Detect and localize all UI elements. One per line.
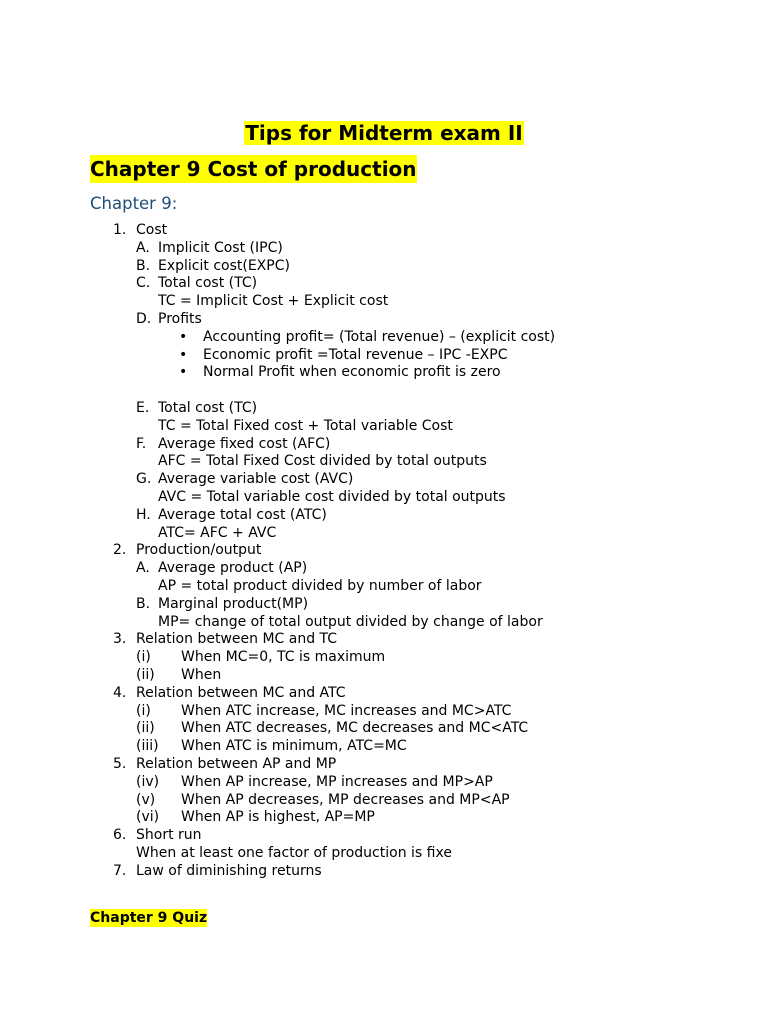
- document-title: [0, 119, 768, 147]
- outline-item-text: AP = total product divided by number of labor: [158, 578, 482, 594]
- chapter-heading: Chapter 9 Cost of production: [90, 157, 417, 181]
- outline-item-text: ATC= AFC + AVC: [158, 524, 277, 541]
- list-marker: (vi): [136, 809, 160, 826]
- list-marker: B.: [136, 257, 151, 274]
- outline-item-text: When ATC increase, MC increases and MC>ATC: [181, 702, 512, 719]
- outline-item-text: When ATC is minimum, ATC=MC: [181, 738, 407, 755]
- outline-item-text: Relation between MC and TC: [136, 631, 338, 648]
- outline-item-text: AVC = Total variable cost divided by total outputs: [158, 489, 506, 505]
- list-marker: A.: [136, 239, 150, 256]
- outline-item-text: Relation between MC and ATC: [136, 684, 346, 701]
- quiz-heading: Chapter 9 Quiz: [90, 910, 208, 926]
- outline-item-text: Total cost (TC): [158, 400, 258, 416]
- list-marker: 7.: [113, 862, 127, 879]
- list-marker: C.: [136, 275, 151, 292]
- outline-item-text: Relation between AP and MP: [136, 756, 337, 772]
- outline-item-text: Economic profit =Total revenue – IPC -EXPC: [203, 346, 508, 363]
- outline-item-text: Marginal product(MP): [158, 595, 309, 612]
- list-marker: 6.: [113, 827, 127, 844]
- list-marker: 1.: [113, 222, 127, 238]
- outline-item-text: Accounting profit= (Total revenue) – (explicit cost): [203, 328, 556, 345]
- outline-item-text: Production/output: [136, 542, 262, 559]
- outline-item-text: Explicit cost(EXPC): [158, 257, 290, 274]
- outline-item-text: Average variable cost (AVC): [158, 471, 354, 488]
- list-marker: H.: [136, 506, 151, 523]
- list-marker: (i): [136, 702, 151, 719]
- list-marker: (v): [136, 791, 156, 808]
- outline-item-text: Law of diminishing returns: [136, 862, 322, 879]
- outline-item-text: Total cost (TC): [158, 275, 258, 292]
- bullet-icon: •: [179, 346, 188, 363]
- outline-item-text: Profits: [158, 311, 202, 327]
- outline-item-text: Normal Profit when economic profit is zero: [203, 364, 501, 381]
- outline-item-text: Implicit Cost (IPC): [158, 239, 283, 256]
- outline-item-text: Cost: [136, 222, 168, 238]
- outline-item-text: When at least one factor of production is fixe: [136, 845, 452, 861]
- list-marker: (ii): [136, 720, 155, 737]
- outline-item-text: AFC = Total Fixed Cost divided by total outputs: [158, 453, 487, 470]
- outline-item-text: When AP is highest, AP=MP: [181, 809, 375, 826]
- outline-item-text: Average fixed cost (AFC): [158, 435, 331, 452]
- list-marker: (ii): [136, 667, 155, 683]
- list-marker: E.: [136, 400, 150, 416]
- outline-item-text: Average total cost (ATC): [158, 506, 327, 523]
- list-marker: A.: [136, 560, 150, 577]
- chapter-subheading: Chapter 9:: [90, 194, 178, 213]
- outline-item-text: MP= change of total output divided by change of labor: [158, 613, 543, 630]
- list-marker: (iii): [136, 738, 159, 755]
- outline-item-text: Short run: [136, 827, 202, 844]
- outline-item-text: When MC=0, TC is maximum: [181, 649, 386, 666]
- document-title-text: Tips for Midterm exam II: [245, 121, 523, 145]
- list-marker: 2.: [113, 542, 127, 559]
- outline-item-text: When ATC decreases, MC decreases and MC<ATC: [181, 720, 529, 737]
- outline-item-text: When AP decreases, MP decreases and MP<AP: [181, 791, 510, 808]
- outline-item-text: When AP increase, MP increases and MP>AP: [181, 773, 493, 790]
- outline-item-text: TC = Implicit Cost + Explicit cost: [158, 293, 389, 310]
- list-marker: (i): [136, 649, 151, 666]
- bullet-icon: •: [179, 328, 188, 345]
- list-marker: B.: [136, 595, 151, 612]
- outline-item-text: TC = Total Fixed cost + Total variable Cost: [158, 417, 453, 434]
- list-marker: 5.: [113, 756, 127, 772]
- list-marker: D.: [136, 311, 152, 327]
- outline-item-text: Average product (AP): [158, 560, 308, 577]
- bullet-icon: •: [179, 364, 188, 381]
- list-marker: 3.: [113, 631, 127, 648]
- list-marker: F.: [136, 435, 147, 452]
- list-marker: (iv): [136, 773, 160, 790]
- outline-item-text: When: [181, 667, 222, 683]
- list-marker: 4.: [113, 684, 127, 701]
- list-marker: G.: [136, 471, 152, 488]
